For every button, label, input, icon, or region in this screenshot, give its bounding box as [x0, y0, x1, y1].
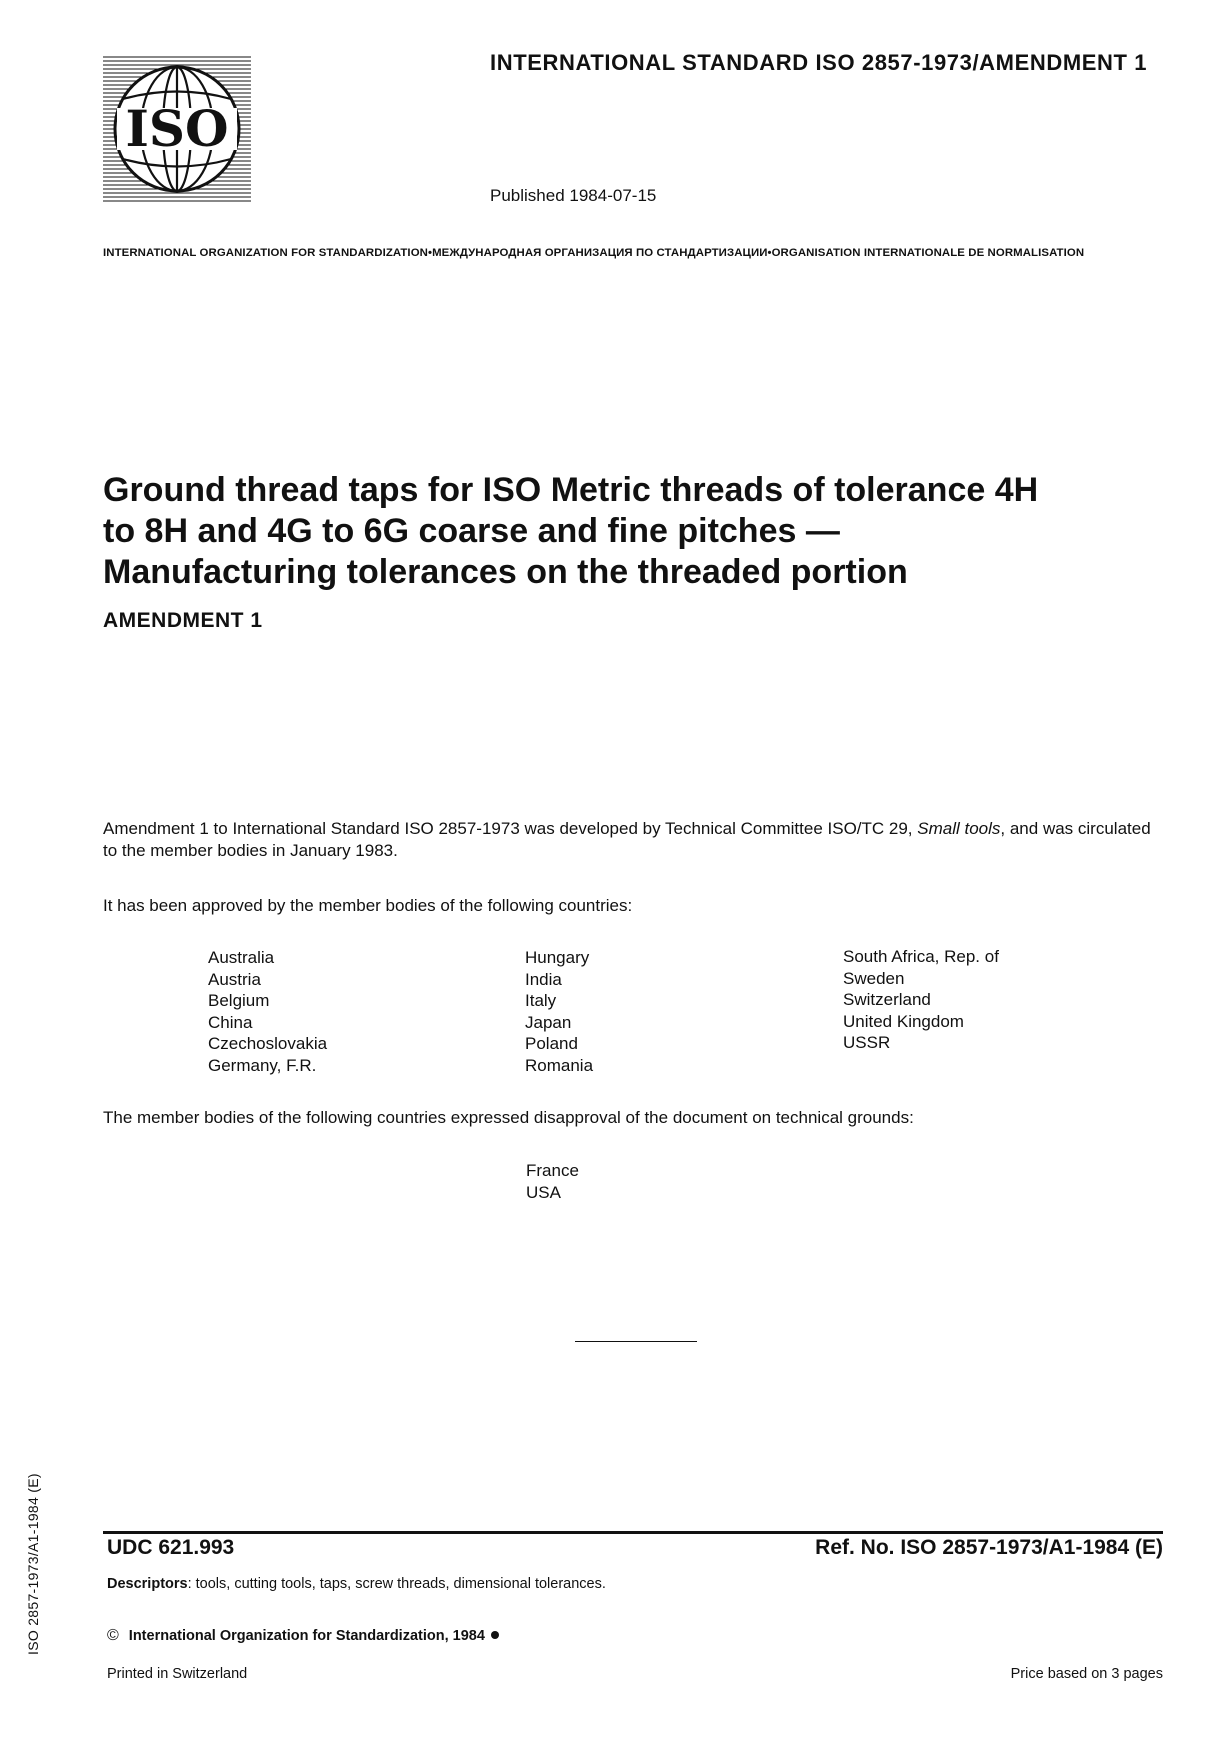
country-item: France: [526, 1161, 579, 1180]
side-reference: ISO 2857-1973/A1-1984 (E): [25, 1473, 41, 1655]
title-line-3: Manufacturing tolerances on the threaded portion: [103, 553, 908, 591]
country-item: USSR: [843, 1033, 891, 1053]
country-item: Romania: [525, 1055, 594, 1075]
country-item: Italy: [525, 991, 557, 1011]
descriptors: [107, 1576, 606, 1592]
country-item: Germany, F.R.: [208, 1055, 317, 1075]
disapproval-paragraph: The member bodies of the following countries expressed disapproval of the document on technical grounds:: [103, 1108, 914, 1127]
section-divider: [575, 1341, 697, 1342]
intro-text-a: Amendment 1 to International Standard ISO 2857-1973 was developed by Technical Committee ISO/TC 29,: [103, 819, 918, 838]
title-line-1: Ground thread taps for ISO Metric threads of tolerance 4H: [103, 471, 1039, 509]
country-item: Japan: [525, 1012, 572, 1032]
copyright-line: [107, 1627, 499, 1645]
published-date: Published 1984-07-15: [490, 186, 657, 205]
country-item: Czechoslovakia: [208, 1034, 328, 1054]
udc-number: UDC 621.993: [107, 1536, 235, 1559]
iso-logo-icon: [103, 54, 251, 204]
country-item: Switzerland: [843, 990, 931, 1010]
committee-name: Small tools: [917, 819, 1001, 838]
copyright-icon: ©: [107, 1627, 119, 1644]
printed-in: Printed in Switzerland: [107, 1666, 248, 1682]
intro-paragraph: [103, 818, 1163, 862]
intro-text-b: , and was circulated to the member bodies in January 1983.: [103, 819, 1151, 860]
approved-countries-col-2: [525, 947, 593, 1077]
amendment-label: AMENDMENT 1: [103, 609, 263, 632]
disapproved-countries: [526, 1160, 579, 1203]
footer-rule: [103, 1531, 1163, 1534]
country-item: Hungary: [525, 948, 590, 967]
approval-paragraph: It has been approved by the member bodies of the following countries:: [103, 896, 633, 915]
organization-line: INTERNATIONAL ORGANIZATION FOR STANDARDIZATION•МЕЖДУНАРОДНАЯ ОРГАНИЗАЦИЯ ПО СТАНДАРТИЗАЦИИ•ORGANISATION INTERNATIONALE DE NORMALISATION: [103, 247, 1085, 259]
standard-title: INTERNATIONAL STANDARD ISO 2857-1973/AMENDMENT 1: [490, 50, 1148, 75]
country-item: South Africa, Rep. of: [843, 947, 999, 966]
approved-countries-col-3: [843, 946, 999, 1054]
document-title: [103, 470, 1163, 593]
svg-text:ISO: ISO: [125, 99, 229, 158]
approved-countries-col-1: [208, 947, 327, 1077]
country-item: USA: [526, 1182, 561, 1202]
country-item: Poland: [525, 1034, 578, 1054]
country-item: Australia: [208, 948, 275, 967]
country-item: Belgium: [208, 991, 270, 1011]
reference-number: Ref. No. ISO 2857-1973/A1-1984 (E): [815, 1536, 1163, 1559]
country-item: China: [208, 1012, 253, 1032]
title-line-2: to 8H and 4G to 6G coarse and fine pitches —: [103, 512, 840, 550]
country-item: United Kingdom: [843, 1011, 964, 1031]
country-item: Austria: [208, 969, 261, 989]
descriptors-label: Descriptors: [107, 1576, 188, 1592]
bullet-dot-icon: [491, 1631, 499, 1639]
country-item: Sweden: [843, 968, 905, 988]
descriptors-text: : tools, cutting tools, taps, screw threads, dimensional tolerances.: [187, 1576, 606, 1592]
price-note: Price based on 3 pages: [1010, 1666, 1163, 1682]
copyright-text: International Organization for Standardization, 1984: [128, 1628, 485, 1644]
country-item: India: [525, 969, 562, 989]
